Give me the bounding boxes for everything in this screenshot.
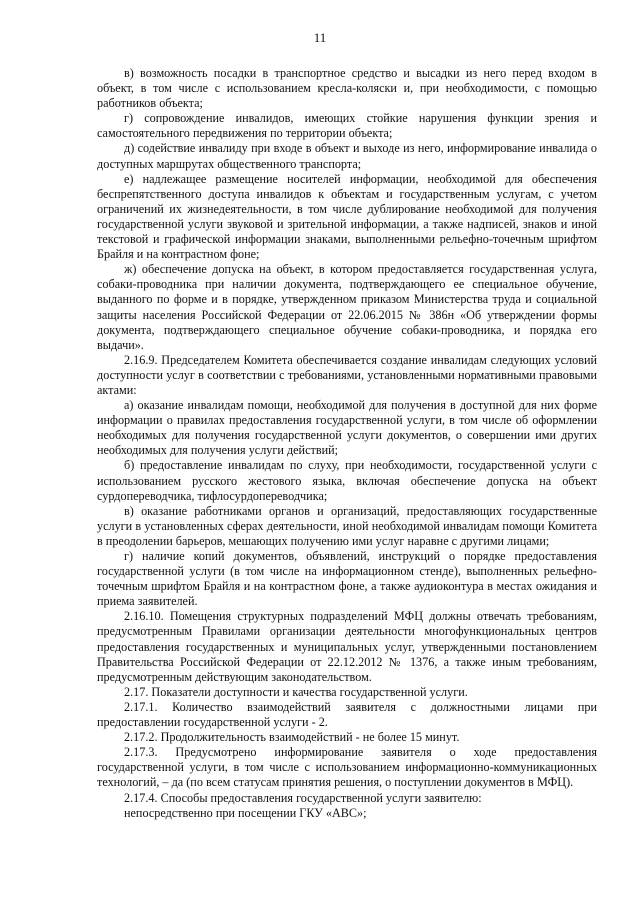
paragraph-2-16-9: 2.16.9. Председателем Комитета обеспечивается создание инвалидам следующих условий доступности услуг в соответствии с требованиями, установленными нормативными правовыми актами: bbox=[97, 352, 597, 397]
paragraph-2-17-4: 2.17.4. Способы предоставления государственной услуги заявителю: bbox=[124, 790, 482, 805]
paragraph-2-17-2: 2.17.2. Продолжительность взаимодействий - не более 15 минут. bbox=[124, 730, 460, 745]
paragraph-d-assistance: д) содействие инвалиду при входе в объект и выходе из него, информирование инвалида о доступных маршрутах общественного транспорта; bbox=[97, 141, 597, 171]
paragraph-2-17-1: 2.17.1. Количество взаимодействий заявителя с должностными лицами при предоставлении государственной услуги - 2. bbox=[97, 699, 597, 730]
paragraph-a-help: а) оказание инвалидам помощи, необходимой для получения в доступной для них форме информации о правилах предоставления государственной услуги, в том числе об оформлении необходимых для получения государственной услуги документов, о совершении ими других необходимых для получения услуги действий; bbox=[97, 398, 597, 458]
paragraph-g-escort: г) сопровождение инвалидов, имеющих стойкие нарушения функции зрения и самостоятельного передвижения по территории объекта; bbox=[97, 111, 597, 141]
paragraph-direct-visit: непосредственно при посещении ГКУ «АВС»; bbox=[124, 805, 367, 820]
document-body bbox=[97, 66, 597, 821]
paragraph-b-sign-language: б) предоставление инвалидам по слуху, при необходимости, государственной услуги с использованием русского жестового языка, включая обеспечение допуска на объект сурдопереводчика, тифлосурдопереводчика; bbox=[97, 458, 597, 503]
paragraph-2-17: 2.17. Показатели доступности и качества государственной услуги. bbox=[124, 684, 468, 699]
paragraph-v-boarding: в) возможность посадки в транспортное средство и высадки из него перед входом в объект, в том числе с использованием кресла-коляски и, при необходимости, с помощью работников объекта; bbox=[97, 66, 597, 111]
page-number: 11 bbox=[313, 30, 327, 45]
paragraph-2-17-3: 2.17.3. Предусмотрено информирование заявителя о ходе предоставления государственной услуги, в том числе с использованием информационно-коммуникационных технологий, – да (по всем статусам принятия решения, о поступлении документов в МФЦ). bbox=[97, 745, 597, 790]
paragraph-2-16-10: 2.16.10. Помещения структурных подразделений МФЦ должны отвечать требованиям, предусмотренным Правилами организации деятельности многофункциональных центров предоставления государственных и муниципальных услуг, утвержденными постановлением Правительства Российской Федерации от 22.12.2012 № 1376, а также иным требованиям, предусмотренным действующим законодательством. bbox=[97, 609, 597, 684]
paragraph-v-staff-help: в) оказание работниками органов и организаций, предоставляющих государственные услуги в установленных сферах деятельности, иной необходимой инвалидам помощи Комитета в преодолении барьеров, мешающих получению ими услуг наравне с другими лицами; bbox=[97, 503, 597, 548]
paragraph-g-braille-copies: г) наличие копий документов, объявлений, инструкций о порядке предоставления государственной услуги (в том числе на информационном стенде), выполненных рельефно-точечным шрифтом Брайля и на контрастном фоне, а также аудиоконтура в местах ожидания и приема заявителей. bbox=[97, 549, 597, 609]
paragraph-e-information: е) надлежащее размещение носителей информации, необходимой для обеспечения беспрепятственного доступа инвалидов к объектам и государственным услугам, с учетом ограничений их жизнедеятельности, в том числе дублирование необходимой для получения государственной услуги звуковой и зрительной информации, а также надписей, знаков и иной текстовой и графической информации знаками, выполненными рельефно-точечным шрифтом Брайля и на контрастном фоне; bbox=[97, 171, 597, 262]
paragraph-zh-guide-dog: ж) обеспечение допуска на объект, в котором предоставляется государственная услуга, собаки-проводника при наличии документа, подтверждающего ее специальное обучение, выданного по форме и в порядке, утвержденном приказом Министерства труда и социальной защиты населения Российской Федерации от 22.06.2015 № 386н «Об утверждении формы документа, подтверждающего специальное обучение собаки-проводника, и порядка его выдачи». bbox=[97, 262, 597, 352]
